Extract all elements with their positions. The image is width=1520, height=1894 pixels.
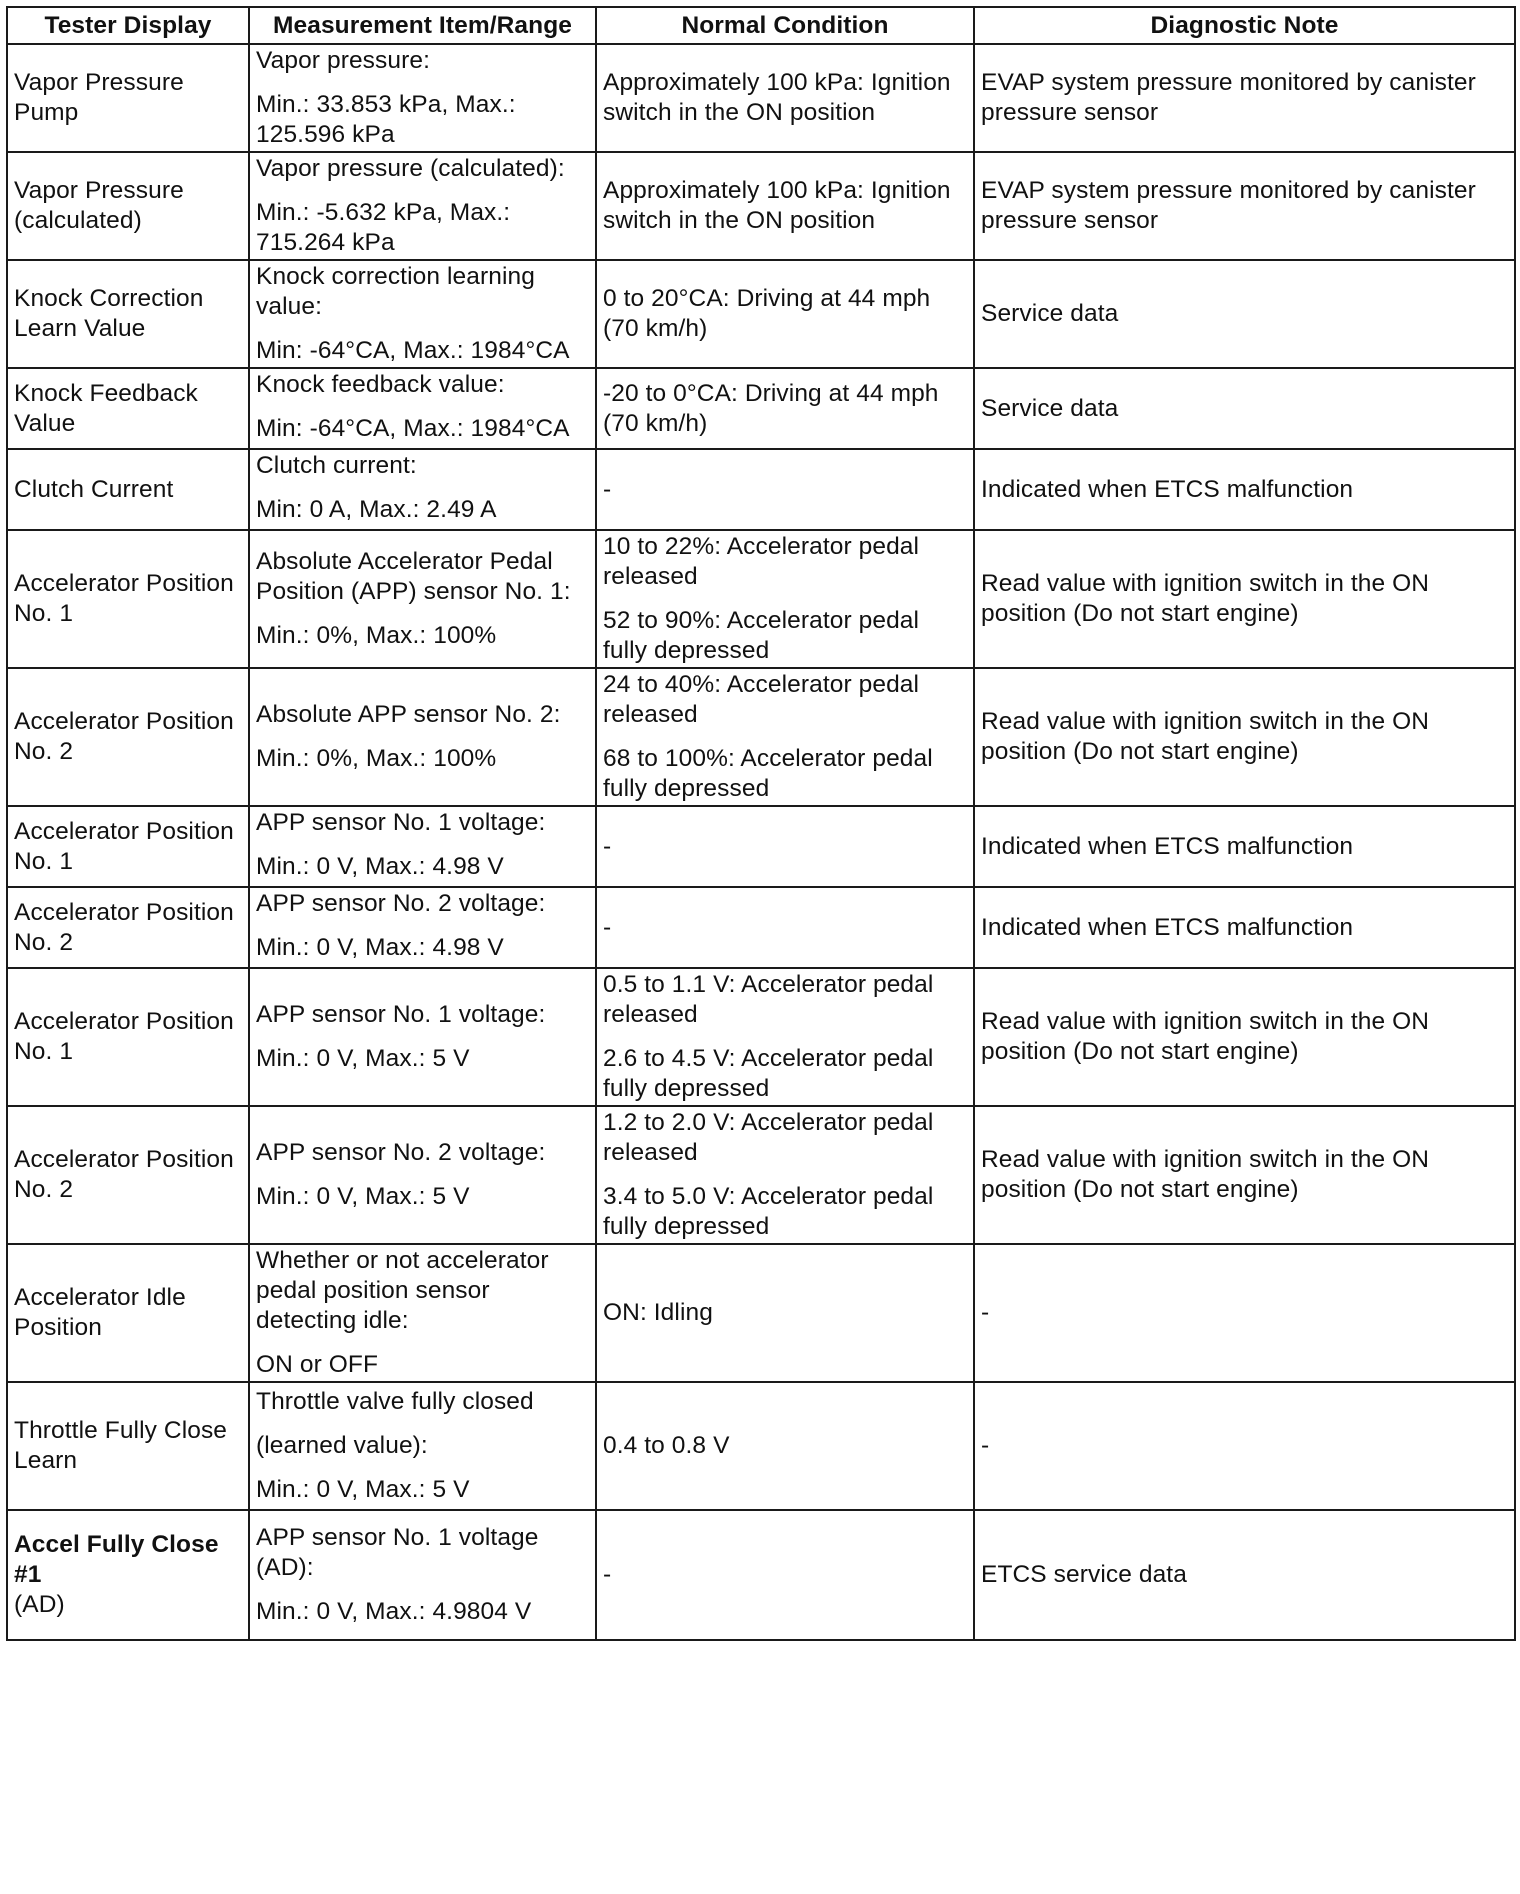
- normal-condition-cell: ON: Idling: [596, 1244, 974, 1382]
- measurement-cell: Whether or not accelerator pedal position sensor detecting idle: ON or OFF: [249, 1244, 596, 1382]
- table-row: [7, 806, 1515, 887]
- normal-condition-cell: 0.5 to 1.1 V: Accelerator pedal released 2.6 to 4.5 V: Accelerator pedal fully depressed: [596, 968, 974, 1106]
- normal-condition-cell: -: [596, 449, 974, 530]
- table-row: [7, 449, 1515, 530]
- diagnostic-note-cell: Read value with ignition switch in the ON position (Do not start engine): [974, 668, 1515, 806]
- diagnostic-note-cell: Service data: [974, 368, 1515, 449]
- table-row: [7, 530, 1515, 668]
- normal-condition-cell: -: [596, 887, 974, 968]
- tester-display-cell: Knock Correction Learn Value: [7, 260, 249, 368]
- normal-condition-cell: 24 to 40%: Accelerator pedal released 68 to 100%: Accelerator pedal fully depressed: [596, 668, 974, 806]
- table-row: [7, 668, 1515, 806]
- normal-condition-cell: -: [596, 1510, 974, 1640]
- diagnostic-note-cell: Read value with ignition switch in the ON position (Do not start engine): [974, 530, 1515, 668]
- measurement-cell: Knock correction learning value: Min: -64°CA, Max.: 1984°CA: [249, 260, 596, 368]
- table-row: [7, 1510, 1515, 1640]
- measurement-cell: APP sensor No. 2 voltage: Min.: 0 V, Max.: 4.98 V: [249, 887, 596, 968]
- diagnostic-note-cell: Indicated when ETCS malfunction: [974, 806, 1515, 887]
- diagnostic-note-cell: -: [974, 1244, 1515, 1382]
- tester-display-cell: Vapor Pressure (calculated): [7, 152, 249, 260]
- measurement-cell: Vapor pressure (calculated): Min.: -5.632 kPa, Max.: 715.264 kPa: [249, 152, 596, 260]
- tester-display-cell: Accelerator Position No. 2: [7, 1106, 249, 1244]
- diagnostic-note-cell: Read value with ignition switch in the ON position (Do not start engine): [974, 1106, 1515, 1244]
- normal-condition-cell: 0 to 20°CA: Driving at 44 mph (70 km/h): [596, 260, 974, 368]
- header-measurement: Measurement Item/Range: [249, 7, 596, 44]
- tester-display-cell: Accelerator Idle Position: [7, 1244, 249, 1382]
- normal-condition-cell: -20 to 0°CA: Driving at 44 mph (70 km/h): [596, 368, 974, 449]
- table-row: [7, 968, 1515, 1106]
- diagnostic-note-cell: Service data: [974, 260, 1515, 368]
- diagnostic-note-cell: -: [974, 1382, 1515, 1510]
- table-row: [7, 1244, 1515, 1382]
- measurement-cell: APP sensor No. 2 voltage: Min.: 0 V, Max.: 5 V: [249, 1106, 596, 1244]
- tester-display-bold: Accel Fully Close #1: [14, 1531, 219, 1588]
- header-row: [7, 7, 1515, 44]
- table-row: [7, 44, 1515, 152]
- table-row: [7, 887, 1515, 968]
- diagnostic-note-cell: Indicated when ETCS malfunction: [974, 449, 1515, 530]
- measurement-cell: APP sensor No. 1 voltage: Min.: 0 V, Max.: 5 V: [249, 968, 596, 1106]
- normal-condition-cell: Approximately 100 kPa: Ignition switch in the ON position: [596, 44, 974, 152]
- header-diagnostic-note: Diagnostic Note: [974, 7, 1515, 44]
- table-row: [7, 1382, 1515, 1510]
- normal-condition-cell: Approximately 100 kPa: Ignition switch in the ON position: [596, 152, 974, 260]
- table-row: [7, 368, 1515, 449]
- diagnostic-note-cell: EVAP system pressure monitored by canister pressure sensor: [974, 44, 1515, 152]
- measurement-cell: Absolute Accelerator Pedal Position (APP) sensor No. 1: Min.: 0%, Max.: 100%: [249, 530, 596, 668]
- measurement-cell: APP sensor No. 1 voltage: Min.: 0 V, Max.: 4.98 V: [249, 806, 596, 887]
- measurement-cell: Knock feedback value: Min: -64°CA, Max.: 1984°CA: [249, 368, 596, 449]
- table-row: [7, 1106, 1515, 1244]
- tester-display-cell: Clutch Current: [7, 449, 249, 530]
- diagnostic-note-cell: ETCS service data: [974, 1510, 1515, 1640]
- table-row: [7, 152, 1515, 260]
- measurement-cell: Clutch current: Min: 0 A, Max.: 2.49 A: [249, 449, 596, 530]
- normal-condition-cell: -: [596, 806, 974, 887]
- tester-display-cell: Accelerator Position No. 1: [7, 806, 249, 887]
- diagnostic-note-cell: Indicated when ETCS malfunction: [974, 887, 1515, 968]
- table-row: [7, 260, 1515, 368]
- tester-display-cell: Accelerator Position No. 2: [7, 668, 249, 806]
- measurement-cell: Throttle valve fully closed (learned value): Min.: 0 V, Max.: 5 V: [249, 1382, 596, 1510]
- tester-display-cell: Accelerator Position No. 1: [7, 530, 249, 668]
- tester-display-cell: Knock Feedback Value: [7, 368, 249, 449]
- header-tester-display: Tester Display: [7, 7, 249, 44]
- header-normal-condition: Normal Condition: [596, 7, 974, 44]
- tester-display-cell: Accelerator Position No. 1: [7, 968, 249, 1106]
- diagnostic-data-table: [6, 6, 1516, 1641]
- diagnostic-note-cell: EVAP system pressure monitored by canister pressure sensor: [974, 152, 1515, 260]
- normal-condition-cell: 10 to 22%: Accelerator pedal released 52 to 90%: Accelerator pedal fully depressed: [596, 530, 974, 668]
- diagnostic-note-cell: Read value with ignition switch in the ON position (Do not start engine): [974, 968, 1515, 1106]
- normal-condition-cell: 0.4 to 0.8 V: [596, 1382, 974, 1510]
- tester-display-cell: Accel Fully Close #1 (AD): [7, 1510, 249, 1640]
- tester-display-cell: Vapor Pressure Pump: [7, 44, 249, 152]
- measurement-cell: APP sensor No. 1 voltage (AD): Min.: 0 V, Max.: 4.9804 V: [249, 1510, 596, 1640]
- tester-display-cell: Throttle Fully Close Learn: [7, 1382, 249, 1510]
- tester-display-cell: Accelerator Position No. 2: [7, 887, 249, 968]
- measurement-cell: Absolute APP sensor No. 2: Min.: 0%, Max.: 100%: [249, 668, 596, 806]
- normal-condition-cell: 1.2 to 2.0 V: Accelerator pedal released 3.4 to 5.0 V: Accelerator pedal fully depressed: [596, 1106, 974, 1244]
- measurement-cell: Vapor pressure: Min.: 33.853 kPa, Max.: 125.596 kPa: [249, 44, 596, 152]
